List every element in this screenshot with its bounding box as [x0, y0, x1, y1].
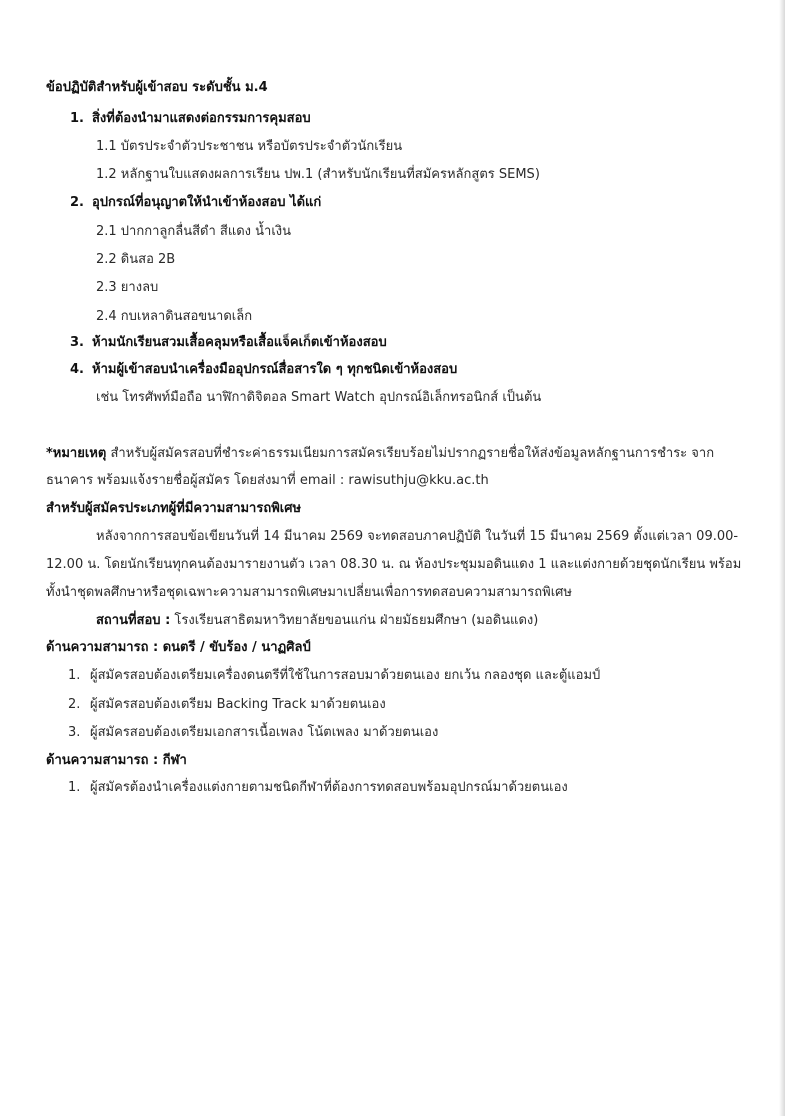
note-line-2: ธนาคาร พร้อมแจ้งรายชื่อผู้สมัคร โดยส่งมาที่ email : rawisuthju@kku.ac.th: [46, 473, 489, 488]
special-para-line-3: ทั้งนำชุดพลศึกษาหรือชุดเฉพาะความสามารถพิเศษมาเปลี่ยนเพื่อการทดสอบความสามารถพิเศษ: [46, 585, 572, 600]
music-item-3: 3. ผู้สมัครสอบต้องเตรียมเอกสารเนื้อเพลง โน้ตเพลง มาด้วยตนเอง: [68, 725, 439, 740]
section-4-heading: 4. ห้ามผู้เข้าสอบนำเครื่องมืออุปกรณ์สื่อสารใด ๆ ทุกชนิดเข้าห้องสอบ: [70, 362, 458, 377]
section-1-item-2: 1.2 หลักฐานใบแสดงผลการเรียน ปพ.1 (สำหรับนักเรียนที่สมัครหลักสูตร SEMS): [96, 167, 540, 182]
section-1-item-1: 1.1 บัตรประจำตัวประชาชน หรือบัตรประจำตัวนักเรียน: [96, 139, 403, 154]
music-item-1: 1. ผู้สมัครสอบต้องเตรียมเครื่องดนตรีที่ใช้ในการสอบมาด้วยตนเอง ยกเว้น กลองชุด และตู้แอมป์: [68, 668, 601, 683]
section-2-item-1: 2.1 ปากกาลูกลื่นสีดำ สีแดง น้ำเงิน: [96, 224, 291, 239]
sport-heading: ด้านความสามารถ : กีฬา: [46, 753, 187, 768]
scan-edge-shadow: [779, 0, 785, 1116]
section-2-heading: 2. อุปกรณ์ที่อนุญาตให้นำเข้าห้องสอบ ได้แก่: [70, 195, 322, 210]
section-2-item-2: 2.2 ดินสอ 2B: [96, 252, 176, 267]
sport-item-1: 1. ผู้สมัครต้องนำเครื่องแต่งกายตามชนิดกีฬาที่ต้องการทดสอบพร้อมอุปกรณ์มาด้วยตนเอง: [68, 780, 568, 795]
section-1-heading: 1. สิ่งที่ต้องนำมาแสดงต่อกรรมการคุมสอบ: [70, 111, 311, 126]
venue-line: สถานที่สอบ : โรงเรียนสาธิตมหาวิทยาลัยขอนแก่น ฝ่ายมัธยมศึกษา (มอดินแดง): [96, 613, 539, 628]
section-2-item-3: 2.3 ยางลบ: [96, 280, 159, 295]
special-para-line-1: หลังจากการสอบข้อเขียนวันที่ 14 มีนาคม 2569 จะทดสอบภาคปฏิบัติ ในวันที่ 15 มีนาคม 2569 ตั้งแต่เวลา 09.00-: [96, 529, 739, 544]
section-4-item-1: เช่น โทรศัพท์มือถือ นาฬิกาดิจิตอล Smart Watch อุปกรณ์อิเล็กทรอนิกส์ เป็นต้น: [96, 390, 542, 405]
special-heading: สำหรับผู้สมัครประเภทผู้ที่มีความสามารถพิเศษ: [46, 501, 302, 516]
music-item-2: 2. ผู้สมัครสอบต้องเตรียม Backing Track มาด้วยตนเอง: [68, 697, 386, 712]
special-para-line-2: 12.00 น. โดยนักเรียนทุกคนต้องมารายงานตัว เวลา 08.30 น. ณ ห้องประชุมมอดินแดง 1 และแต่งกายด้วยชุดนักเรียน พร้อม: [46, 557, 742, 572]
section-3-heading: 3. ห้ามนักเรียนสวมเสื้อคลุมหรือเสื้อแจ็คเก็ตเข้าห้องสอบ: [70, 335, 387, 350]
section-2-item-4: 2.4 กบเหลาดินสอขนาดเล็ก: [96, 309, 253, 324]
note-line-1: *หมายเหตุ สำหรับผู้สมัครสอบที่ชำระค่าธรรมเนียมการสมัครเรียบร้อยไม่ปรากฏรายชื่อให้ส่งข้อมูลหลักฐานการชำระ จาก: [46, 446, 715, 461]
music-heading: ด้านความสามารถ : ดนตรี / ขับร้อง / นาฏศิลป์: [46, 640, 311, 655]
document-title: ข้อปฏิบัติสำหรับผู้เข้าสอบ ระดับชั้น ม.4: [46, 80, 268, 95]
